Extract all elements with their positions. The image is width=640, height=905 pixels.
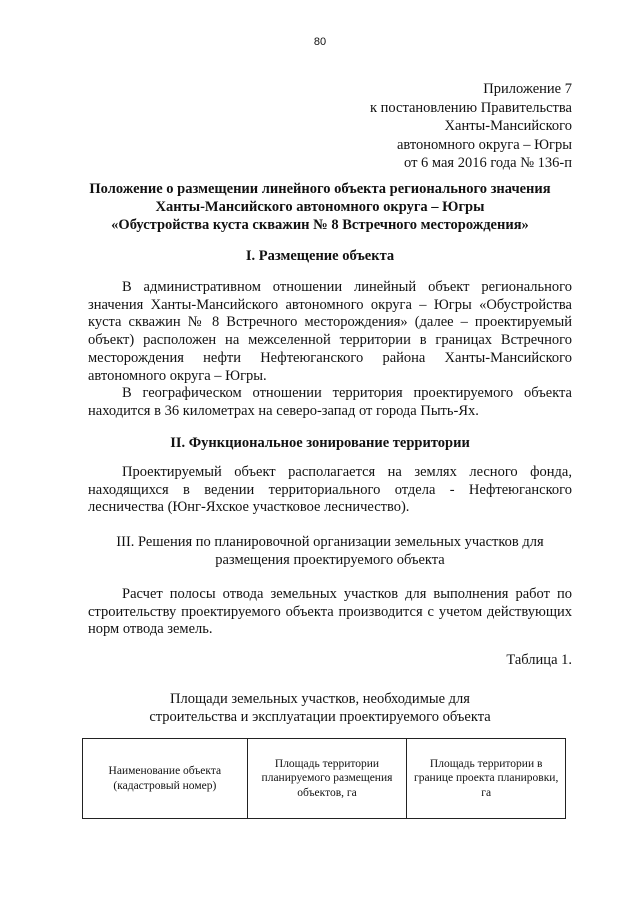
table-label: Таблица 1. [506, 652, 572, 668]
section-1-paragraph-1: В административном отношении линейный объект регионального значения Ханты-Мансийского автономного округа – Югры «Обустройства куста скважин № 8 Встречного месторождения» (далее – проектируемый объект) расположен на межселенной территории в границах Встречного месторождения нефти Нефтеюганского района Ханты-Мансийского автономного округа – Югры. [88, 279, 572, 384]
section-1-body [88, 279, 572, 421]
table-caption-line-1: Площади земельных участков, необходимые для [170, 691, 470, 707]
approval-line-4: автономного округа – Югры [396, 136, 572, 153]
section-2-heading: II. Функциональное зонирование территории [170, 435, 470, 451]
table-header-project-boundary-area: Площадь территории в границе проекта планировки, га [407, 739, 566, 819]
table-header-row [83, 739, 566, 819]
table-caption [90, 690, 550, 726]
section-2-body [88, 464, 572, 517]
approval-line-2: к постановлению Правительства [370, 99, 572, 116]
section-3-heading [110, 533, 550, 569]
section-2-paragraph-1: Проектируемый объект располагается на землях лесного фонда, находящихся в ведении территориального отдела - Нефтеюганского лесничества (Юнг-Яхское участковое лесничество). [88, 464, 572, 516]
approval-line-3: Ханты-Мансийского [444, 118, 572, 134]
section-3-heading-line-2: размещения проектируемого объекта [215, 552, 445, 568]
land-area-table [82, 738, 566, 819]
approval-line-1: Приложение 7 [483, 81, 572, 97]
table-header-planned-area: Площадь территории планируемого размещения объектов, га [247, 739, 407, 819]
section-3-paragraph-1: Расчет полосы отвода земельных участков для выполнения работ по строительству проектируемого объекта производится с учетом действующих норм отвода земель. [88, 586, 572, 638]
section-3-body [88, 586, 572, 639]
page-number: 80 [313, 36, 327, 48]
section-1-paragraph-2: В географическом отношении территория проектируемого объекта находится в 36 километрах на северо-запад от города Пыть-Ях. [88, 385, 572, 419]
title-line-2: Ханты-Мансийского автономного округа – Югры [155, 199, 485, 215]
approval-line-5: от 6 мая 2016 года № 136-п [404, 155, 572, 171]
section-1-heading: I. Размещение объекта [245, 248, 395, 264]
document-title [60, 180, 580, 234]
title-line-1: Положение о размещении линейного объекта регионального значения [89, 181, 551, 197]
approval-stamp [370, 80, 572, 173]
table-caption-line-2: строительства и эксплуатации проектируемого объекта [149, 709, 491, 725]
title-line-3: «Обустройства куста скважин № 8 Встречного месторождения» [111, 217, 529, 233]
section-3-heading-line-1: III. Решения по планировочной организации земельных участков для [116, 534, 544, 550]
table-header-object-name: Наименование объекта (кадастровый номер) [83, 739, 248, 819]
